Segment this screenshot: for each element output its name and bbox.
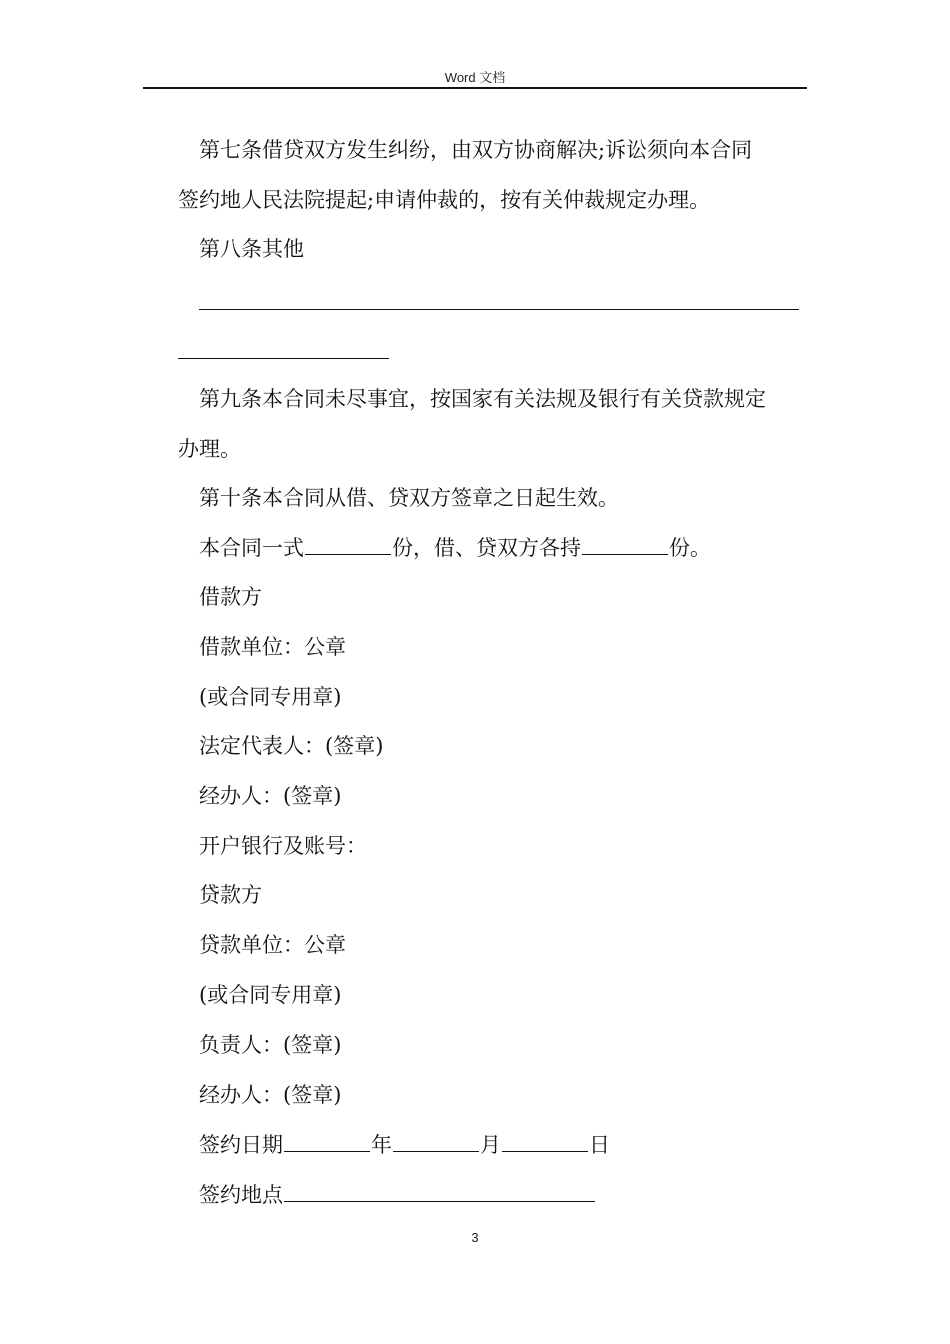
lender-seal-note: (或合同专用章)	[199, 983, 342, 1007]
signing-date	[178, 1120, 802, 1170]
blank-line-other-2	[178, 358, 389, 359]
article-9-line-1: 第九条本合同未尽事宜，按国家有关法规及银行有关贷款规定	[199, 387, 766, 411]
copies-total-blank	[305, 532, 391, 555]
signing-date-label: 签约日期	[199, 1133, 283, 1157]
signing-place-label: 签约地点	[199, 1183, 283, 1207]
signing-day-label: 日	[589, 1133, 610, 1157]
signing-year-label: 年	[371, 1133, 392, 1157]
lender-handler: 经办人：(签章)	[199, 1083, 342, 1107]
borrower-heading: 借款方	[199, 585, 262, 609]
copies-prefix: 本合同一式	[199, 536, 304, 560]
borrower-legal-rep: 法定代表人：(签章)	[199, 734, 384, 758]
signing-month-blank	[393, 1129, 479, 1152]
copies-each-blank	[582, 532, 668, 555]
lender-heading: 贷款方	[199, 883, 262, 907]
blank-line-other-1	[199, 309, 799, 310]
signing-day-blank	[502, 1129, 588, 1152]
header-title: Word 文档	[444, 70, 506, 85]
article-10: 第十条本合同从借、贷双方签章之日起生效。	[199, 486, 619, 510]
copies-suffix: 份。	[669, 536, 711, 560]
lender-unit: 贷款单位：公章	[199, 933, 346, 957]
copies-middle: 份，借、贷双方各持	[392, 536, 581, 560]
signing-place-blank	[284, 1179, 595, 1202]
article-9-line-2: 办理。	[178, 437, 241, 461]
signing-year-blank	[284, 1129, 370, 1152]
borrower-bank-account: 开户银行及账号：	[199, 834, 367, 858]
borrower-unit: 借款单位：公章	[199, 635, 346, 659]
borrower-seal-note: (或合同专用章)	[199, 685, 342, 709]
article-7-line-1: 第七条借贷双方发生纠纷，由双方协商解决;诉讼须向本合同	[199, 138, 753, 162]
article-8-heading: 第八条其他	[199, 237, 304, 261]
signing-place	[178, 1170, 802, 1220]
article-7-line-2: 签约地人民法院提起;申请仲裁的，按有关仲裁规定办理。	[178, 188, 711, 212]
page-number: 3	[471, 1230, 479, 1245]
header-rule	[143, 87, 807, 89]
borrower-handler: 经办人：(签章)	[199, 784, 342, 808]
signing-month-label: 月	[480, 1133, 501, 1157]
lender-responsible: 负责人：(签章)	[199, 1033, 342, 1057]
copies-clause	[178, 523, 802, 573]
